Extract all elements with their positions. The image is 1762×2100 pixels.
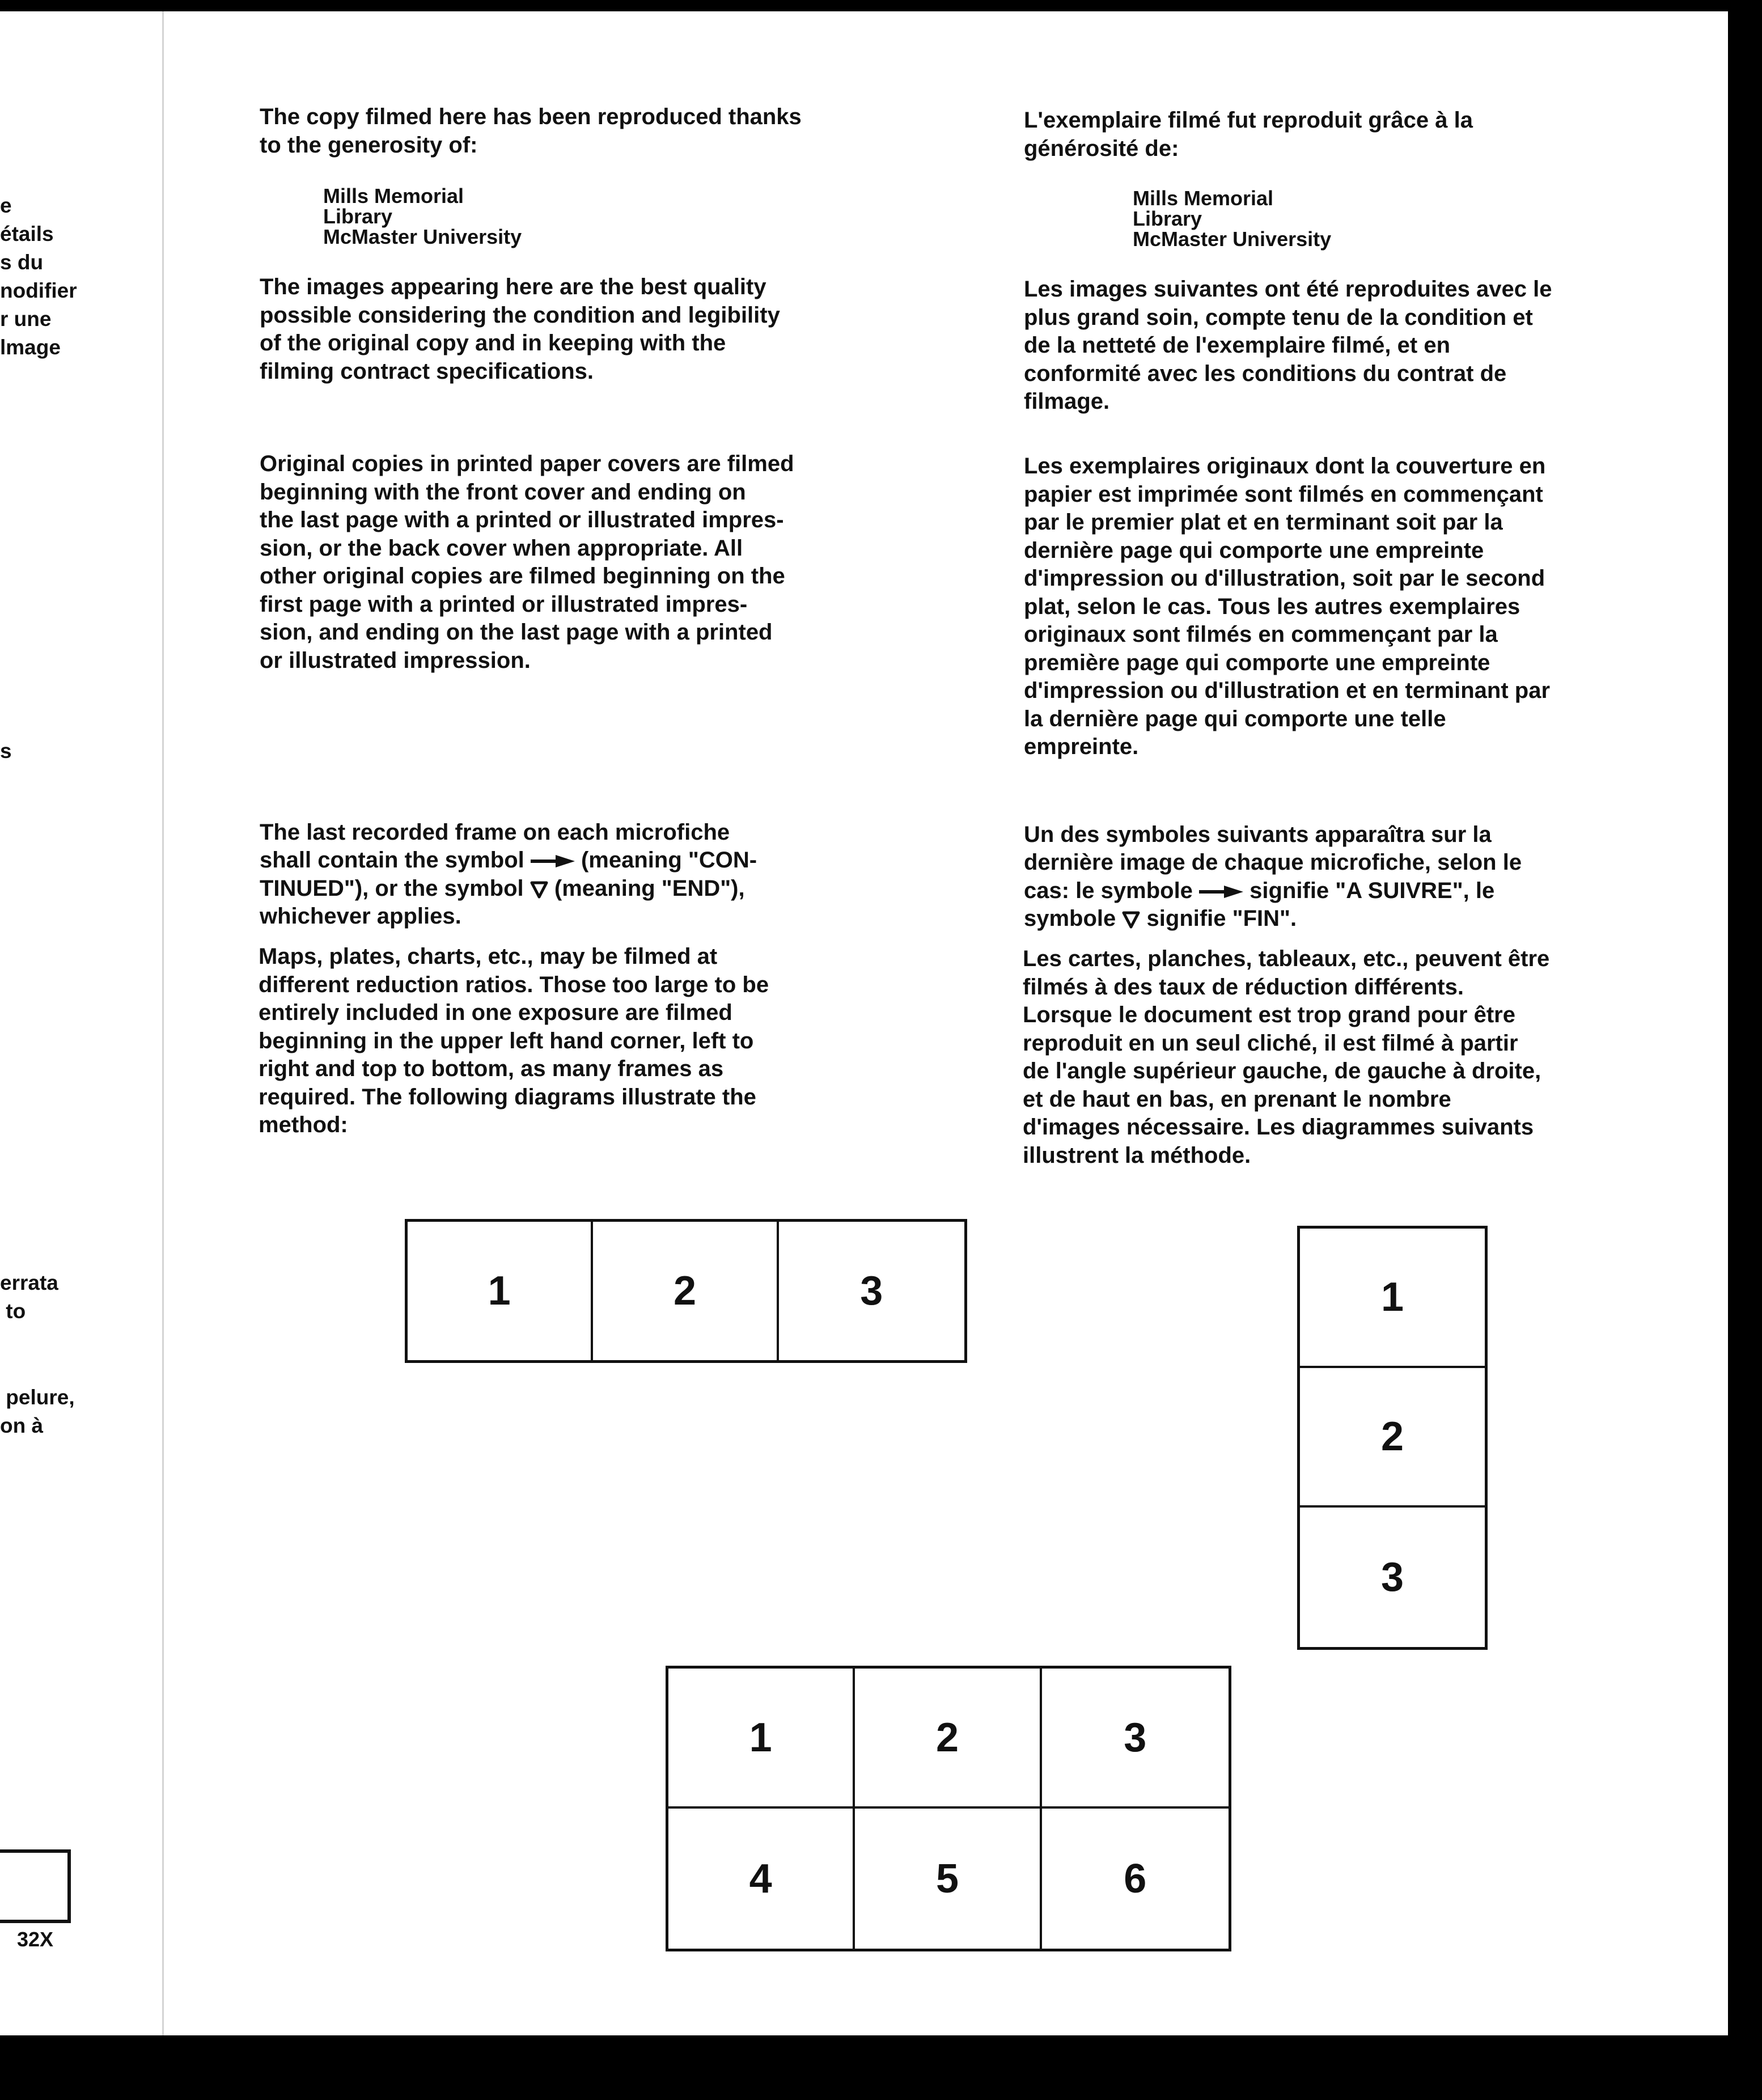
fr-covers: Les exemplaires originaux dont la couverture en papier est imprimée sont filmés en commençant par le premier plat et en terminant soit par la dernière page qui comporte une empreinte d'impression ou d'illustration, soit par le second plat, selon le cas. Tous les autres exemplaires originaux sont filmés en commençant par la première page qui comporte une empreinte d'impression ou d'illustration et en terminant par la dernière page qui comporte une telle empreinte. bbox=[1024, 454, 1551, 759]
en-symbols-part-1: The last recorded frame on each microfiche shall contain the symbol bbox=[260, 819, 730, 873]
en-institution: Mills Memorial Library McMaster University bbox=[323, 184, 522, 248]
triangle-down-icon bbox=[1122, 911, 1140, 929]
frame-cell: 1 bbox=[408, 1222, 593, 1360]
fr-thanks: L'exemplaire filmé fut reproduit grâce à la générosité de: bbox=[1024, 108, 1473, 161]
en-symbols bbox=[260, 790, 895, 931]
triangle-down-icon bbox=[530, 880, 548, 899]
frame-cell: 5 bbox=[855, 1809, 1041, 1949]
en-covers: Original copies in printed paper covers are filmed beginning with the front cover and ending on the last page with a printed or illustrated impres- sion, or the back cover when appropriate. All other original copies are filmed beginning on the first page with a printed or illustrated impres- sion, and ending on the last page with a printed or illustrated impression. bbox=[260, 451, 794, 673]
filming-notice-page bbox=[0, 11, 1728, 2035]
scale-label: 32X bbox=[17, 1928, 54, 1951]
edge-fragment-middle: s bbox=[0, 739, 12, 763]
edge-fragment-errata: errata to bbox=[0, 1271, 58, 1323]
fr-symbols-part-1: Un des symboles suivants apparaîtra sur la dernière image de chaque microfiche, selon le cas: le symbole bbox=[1024, 822, 1522, 903]
fr-quality: Les images suivantes ont été reproduites avec le plus grand soin, compte tenu de la condition et de la netteté de l'exemplaire filmé, et en conformité avec les conditions du contrat de filmage. bbox=[1024, 277, 1552, 414]
fr-symbols bbox=[1024, 793, 1659, 933]
edge-fragment-pelure: pelure, on à bbox=[0, 1386, 75, 1437]
frame-cell: 2 bbox=[1300, 1368, 1485, 1508]
frame-cell: 1 bbox=[1300, 1229, 1485, 1368]
diagram-grid bbox=[666, 1666, 1231, 1951]
frame-cell: 3 bbox=[1042, 1669, 1229, 1809]
edge-fragment-top: e étails s du nodifier r une lmage bbox=[0, 194, 77, 359]
frame-cell: 3 bbox=[860, 1268, 883, 1314]
en-maps: Maps, plates, charts, etc., may be filmed at different reduction ratios. Those too large to be entirely included in one exposure are filmed beginning in the upper left hand corner, left to right and top to bottom, as many frames as required. The following diagrams illustrate the method: bbox=[259, 944, 769, 1137]
diagram-column bbox=[1297, 1226, 1488, 1650]
diagram-row bbox=[405, 1219, 967, 1363]
en-symbols-part-3: (meaning "END"), whichever applies. bbox=[260, 875, 745, 929]
en-thanks: The copy filmed here has been reproduced thanks to the generosity of: bbox=[260, 104, 802, 158]
en-quality: The images appearing here are the best quality possible considering the condition and legibility of the original copy and in keeping with the filming contract specifications. bbox=[260, 274, 780, 384]
arrow-right-icon bbox=[1199, 884, 1243, 899]
fr-institution: Mills Memorial Library McMaster University bbox=[1133, 187, 1332, 251]
frame-cell: 2 bbox=[593, 1222, 778, 1360]
frame-cell: 2 bbox=[855, 1669, 1041, 1809]
fr-symbols-part-2: signifie "A SUIVRE", le symbole bbox=[1024, 878, 1495, 931]
frame-cell: 1 bbox=[668, 1669, 855, 1809]
page-fold bbox=[162, 11, 164, 2035]
scale-frame bbox=[0, 1849, 71, 1923]
frame-cell: 6 bbox=[1124, 1856, 1147, 1902]
frame-cell: 3 bbox=[1380, 1555, 1404, 1600]
en-symbols-part-2: (meaning "CON- TINUED"), or the symbol bbox=[260, 848, 757, 901]
fr-maps: Les cartes, planches, tableaux, etc., peuvent être filmés à des taux de réduction différents. Lorsque le document est trop grand pour être reproduit en un seul cliché, il est filmé à partir de l'angle supérieur gauche, de gauche à droite, et de haut en bas, en prenant le nombre d'images nécessaire. Les diagrammes suivants illustrent la méthode. bbox=[1023, 946, 1550, 1168]
frame-cell: 4 bbox=[668, 1809, 855, 1949]
fr-symbols-part-3: signifie "FIN". bbox=[1140, 906, 1297, 931]
arrow-right-icon bbox=[531, 854, 575, 869]
